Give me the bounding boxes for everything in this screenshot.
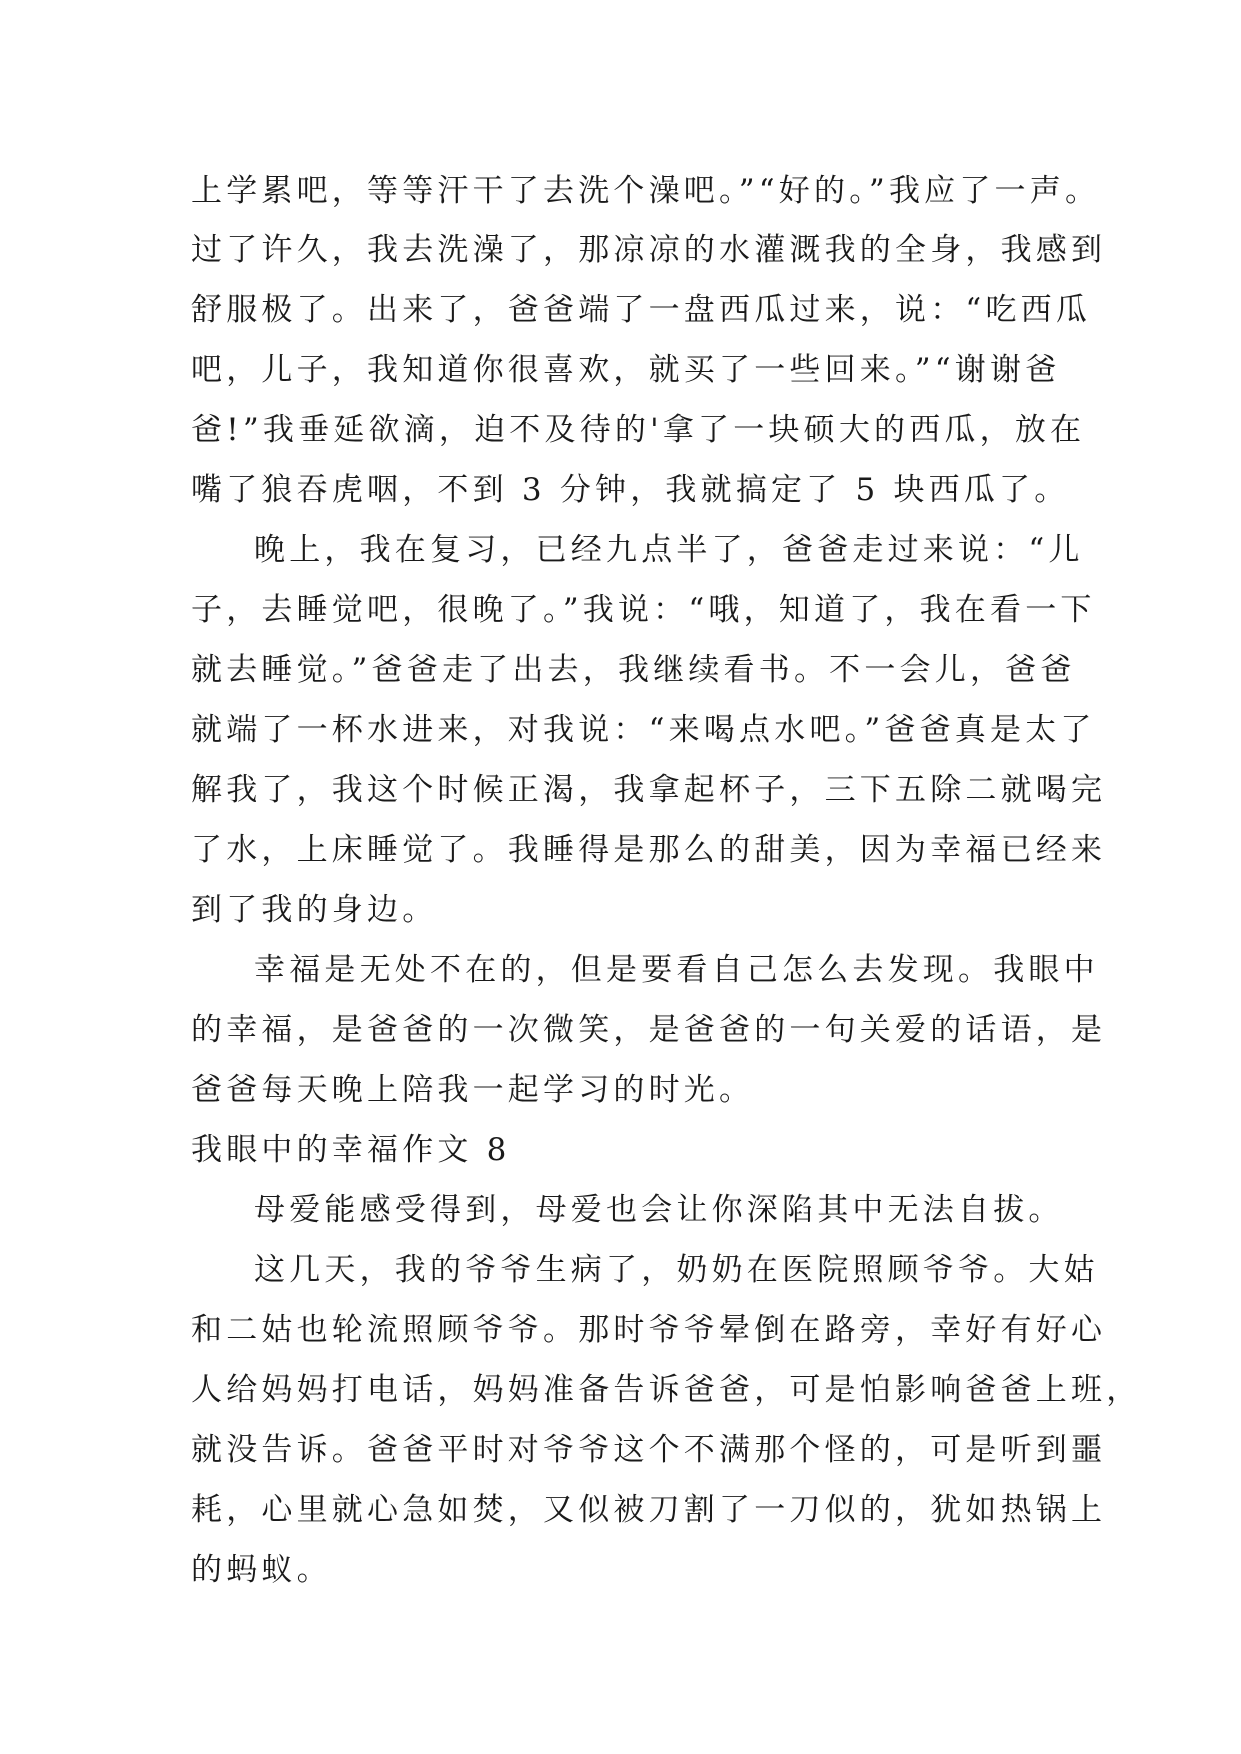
text-line: 到了我的身边。 [191,892,438,928]
text-line: 就端了一杯水进来，对我说：“来喝点水吧。”爸爸真是太了 [191,712,1096,748]
text-line: 过了许久，我去洗澡了，那凉凉的水灌溉我的全身，我感到 [191,232,1107,268]
text-line: 就去睡觉。”爸爸走了出去，我继续看书。不一会儿，爸爸 [191,652,1076,688]
text-line: 爸!”我垂延欲滴，迫不及待的'拿了一块硕大的西瓜，放在 [191,412,1086,448]
text-line: 的幸福，是爸爸的一次微笑，是爸爸的一句关爱的话语，是 [191,1012,1107,1048]
text-line: 上学累吧，等等汗干了去洗个澡吧。”“好的。”我应了一声。 [191,173,1101,209]
section-heading: 我眼中的幸福作文 8 [191,1132,511,1168]
text-line: 舒服极了。出来了，爸爸端了一盘西瓜过来，说：“吃西瓜 [191,292,1092,328]
text-line: 人给妈妈打电话，妈妈准备告诉爸爸，可是怕影响爸爸上班， [191,1372,1142,1408]
text-line: 解我了，我这个时候正渴，我拿起杯子，三下五除二就喝完 [191,772,1107,808]
text-line: 幸福是无处不在的，但是要看自己怎么去发现。我眼中 [254,952,1099,988]
text-line: 嘴了狼吞虎咽，不到 3 分钟，我就搞定了 5 块西瓜了。 [191,472,1070,508]
text-line: 吧，儿子，我知道你很喜欢，就买了一些回来。”“谢谢爸 [191,352,1061,388]
text-line: 晚上，我在复习，已经九点半了，爸爸走过来说：“儿 [254,532,1084,568]
text-line: 子，去睡觉吧，很晚了。”我说：“哦，知道了，我在看一下 [191,592,1096,628]
text-line: 的蚂蚁。 [191,1552,332,1588]
text-line: 母爱能感受得到，母爱也会让你深陷其中无法自拔。 [254,1192,1064,1228]
text-line: 就没告诉。爸爸平时对爷爷这个不满那个怪的，可是听到噩 [191,1432,1107,1468]
text-line: 和二姑也轮流照顾爷爷。那时爷爷晕倒在路旁，幸好有好心 [191,1312,1107,1348]
text-line: 了水，上床睡觉了。我睡得是那么的甜美，因为幸福已经来 [191,832,1107,868]
text-line: 耗，心里就心急如焚，又似被刀割了一刀似的，犹如热锅上 [191,1492,1107,1528]
text-line: 这几天，我的爷爷生病了，奶奶在医院照顾爷爷。大姑 [254,1252,1099,1288]
text-line: 爸爸每天晚上陪我一起学习的时光。 [191,1072,755,1108]
